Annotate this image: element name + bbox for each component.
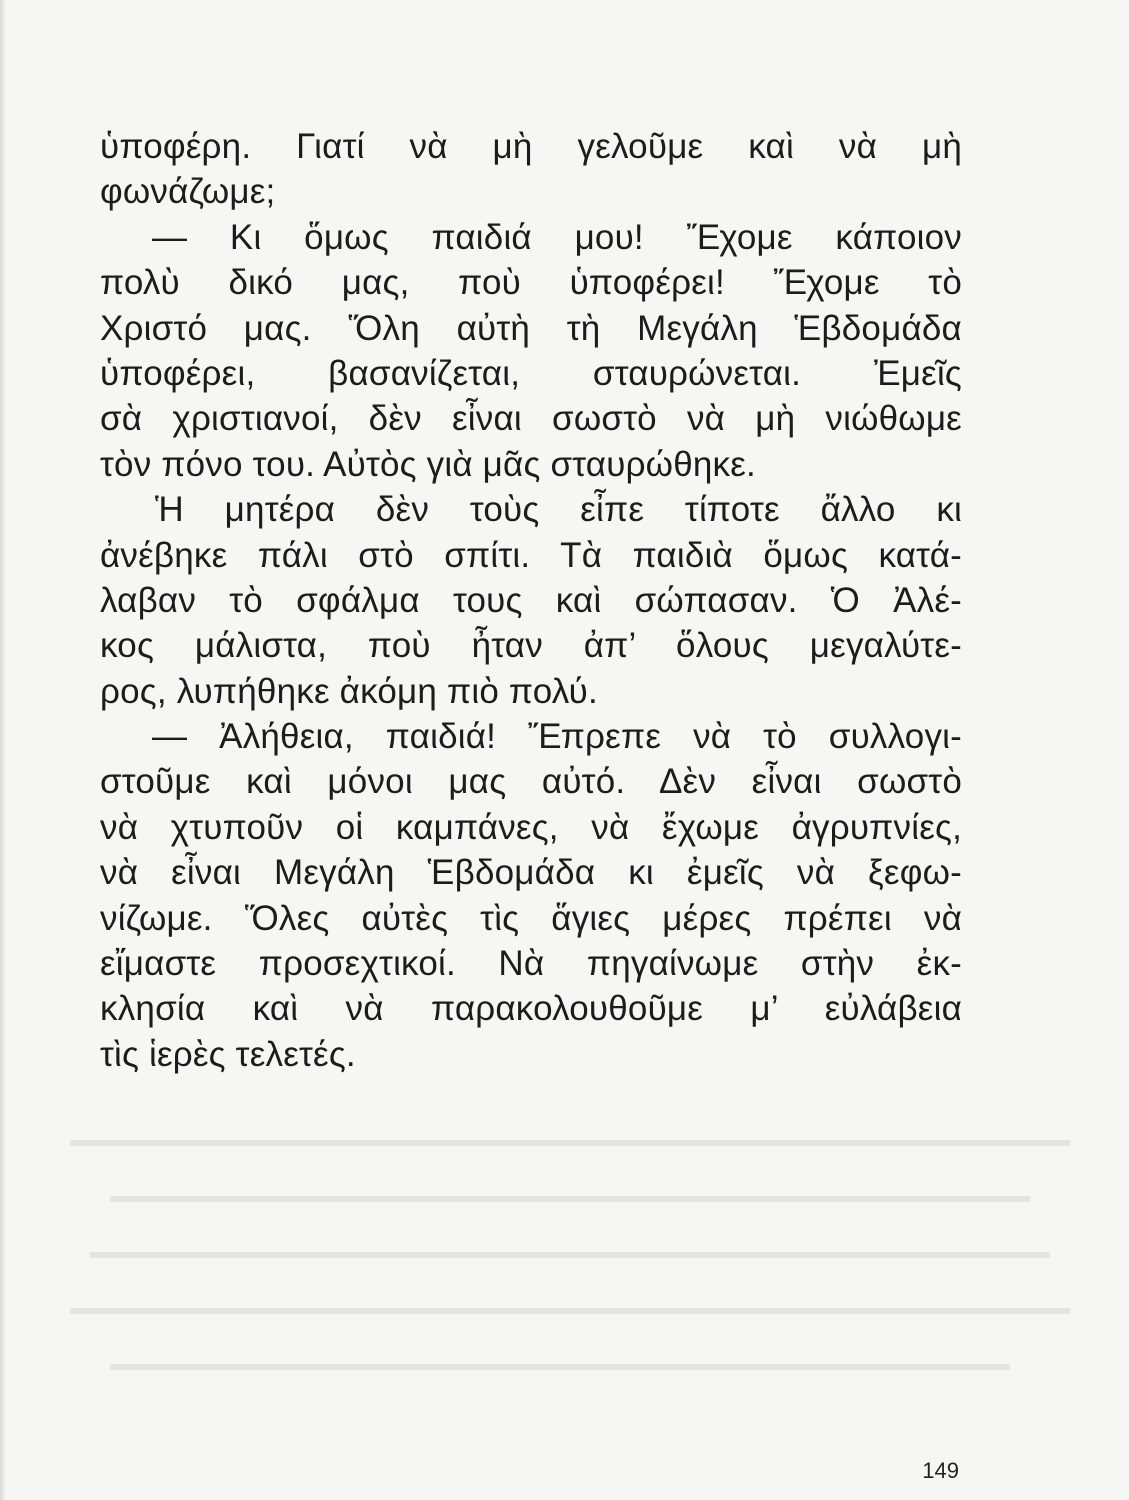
text-line: νὰ εἶναι Μεγάλη Ἑβδομάδα κι ἐμεῖς νὰ ξεφω- bbox=[100, 853, 962, 893]
text-line: ὑποφέρει, βασανίζεται, σταυρώνεται. Ἐμεῖς bbox=[100, 353, 962, 393]
text-line: νὰ χτυποῦν οἱ καμπάνες, νὰ ἔχωμε ἀγρυπνίες, bbox=[100, 807, 962, 847]
text-line: πολὺ δικό μας, ποὺ ὑποφέρει! Ἔχομε τὸ bbox=[100, 263, 962, 303]
show-through-texture bbox=[70, 1130, 1070, 1430]
text-line: ὑποφέρη. Γιατί νὰ μὴ γελοῦμε καὶ νὰ μὴ bbox=[100, 127, 962, 166]
text-line: στοῦμε καὶ μόνοι μας αὐτό. Δὲν εἶναι σωστὸ bbox=[100, 762, 962, 802]
text-line: κλησία καὶ νὰ παρακολουθοῦμε μ’ εὐλάβεια bbox=[100, 989, 962, 1029]
text-line: λαβαν τὸ σφάλμα τους καὶ σώπασαν. Ὁ Ἀλέ- bbox=[100, 580, 962, 620]
text-line: σὰ χριστιανοί, δὲν εἶναι σωστὸ νὰ μὴ νιώθωμε bbox=[100, 399, 962, 439]
text-line: Χριστό μας. Ὅλη αὐτὴ τὴ Μεγάλη Ἑβδομάδα bbox=[100, 308, 962, 348]
text-line: Ἡ μητέρα δὲν τοὺς εἶπε τίποτε ἄλλο κι bbox=[155, 490, 962, 530]
text-line: τὶς ἱερὲς τελετές. bbox=[100, 1034, 356, 1074]
text-line: νίζωμε. Ὅλες αὐτὲς τὶς ἅγιες μέρες πρέπει νὰ bbox=[100, 898, 962, 938]
text-line: — Κι ὅμως παιδιά μου! Ἔχομε κάποιον bbox=[152, 217, 962, 257]
text-line: τὸν πόνο του. Αὐτὸς γιὰ μᾶς σταυρώθηκε. bbox=[100, 444, 756, 484]
page-number: 149 bbox=[922, 1458, 959, 1483]
bleed-through-decoration bbox=[70, 1130, 1070, 1430]
text-line: φωνάζωμε; bbox=[100, 172, 276, 212]
text-line: ρος, λυπήθηκε ἀκόμη πιὸ πολύ. bbox=[100, 671, 598, 711]
text-line: εἴμαστε προσεχτικοί. Νὰ πηγαίνωμε στὴν ἐκ- bbox=[100, 944, 962, 984]
text-line: κος μάλιστα, ποὺ ἦταν ἀπ’ ὅλους μεγαλύτε- bbox=[100, 626, 962, 666]
body-text bbox=[100, 124, 962, 1077]
text-line: ἀνέβηκε πάλι στὸ σπίτι. Τὰ παιδιὰ ὅμως κατά- bbox=[100, 535, 962, 575]
text-line: — Ἀλήθεια, παιδιά! Ἔπρεπε νὰ τὸ συλλογι- bbox=[152, 717, 962, 757]
